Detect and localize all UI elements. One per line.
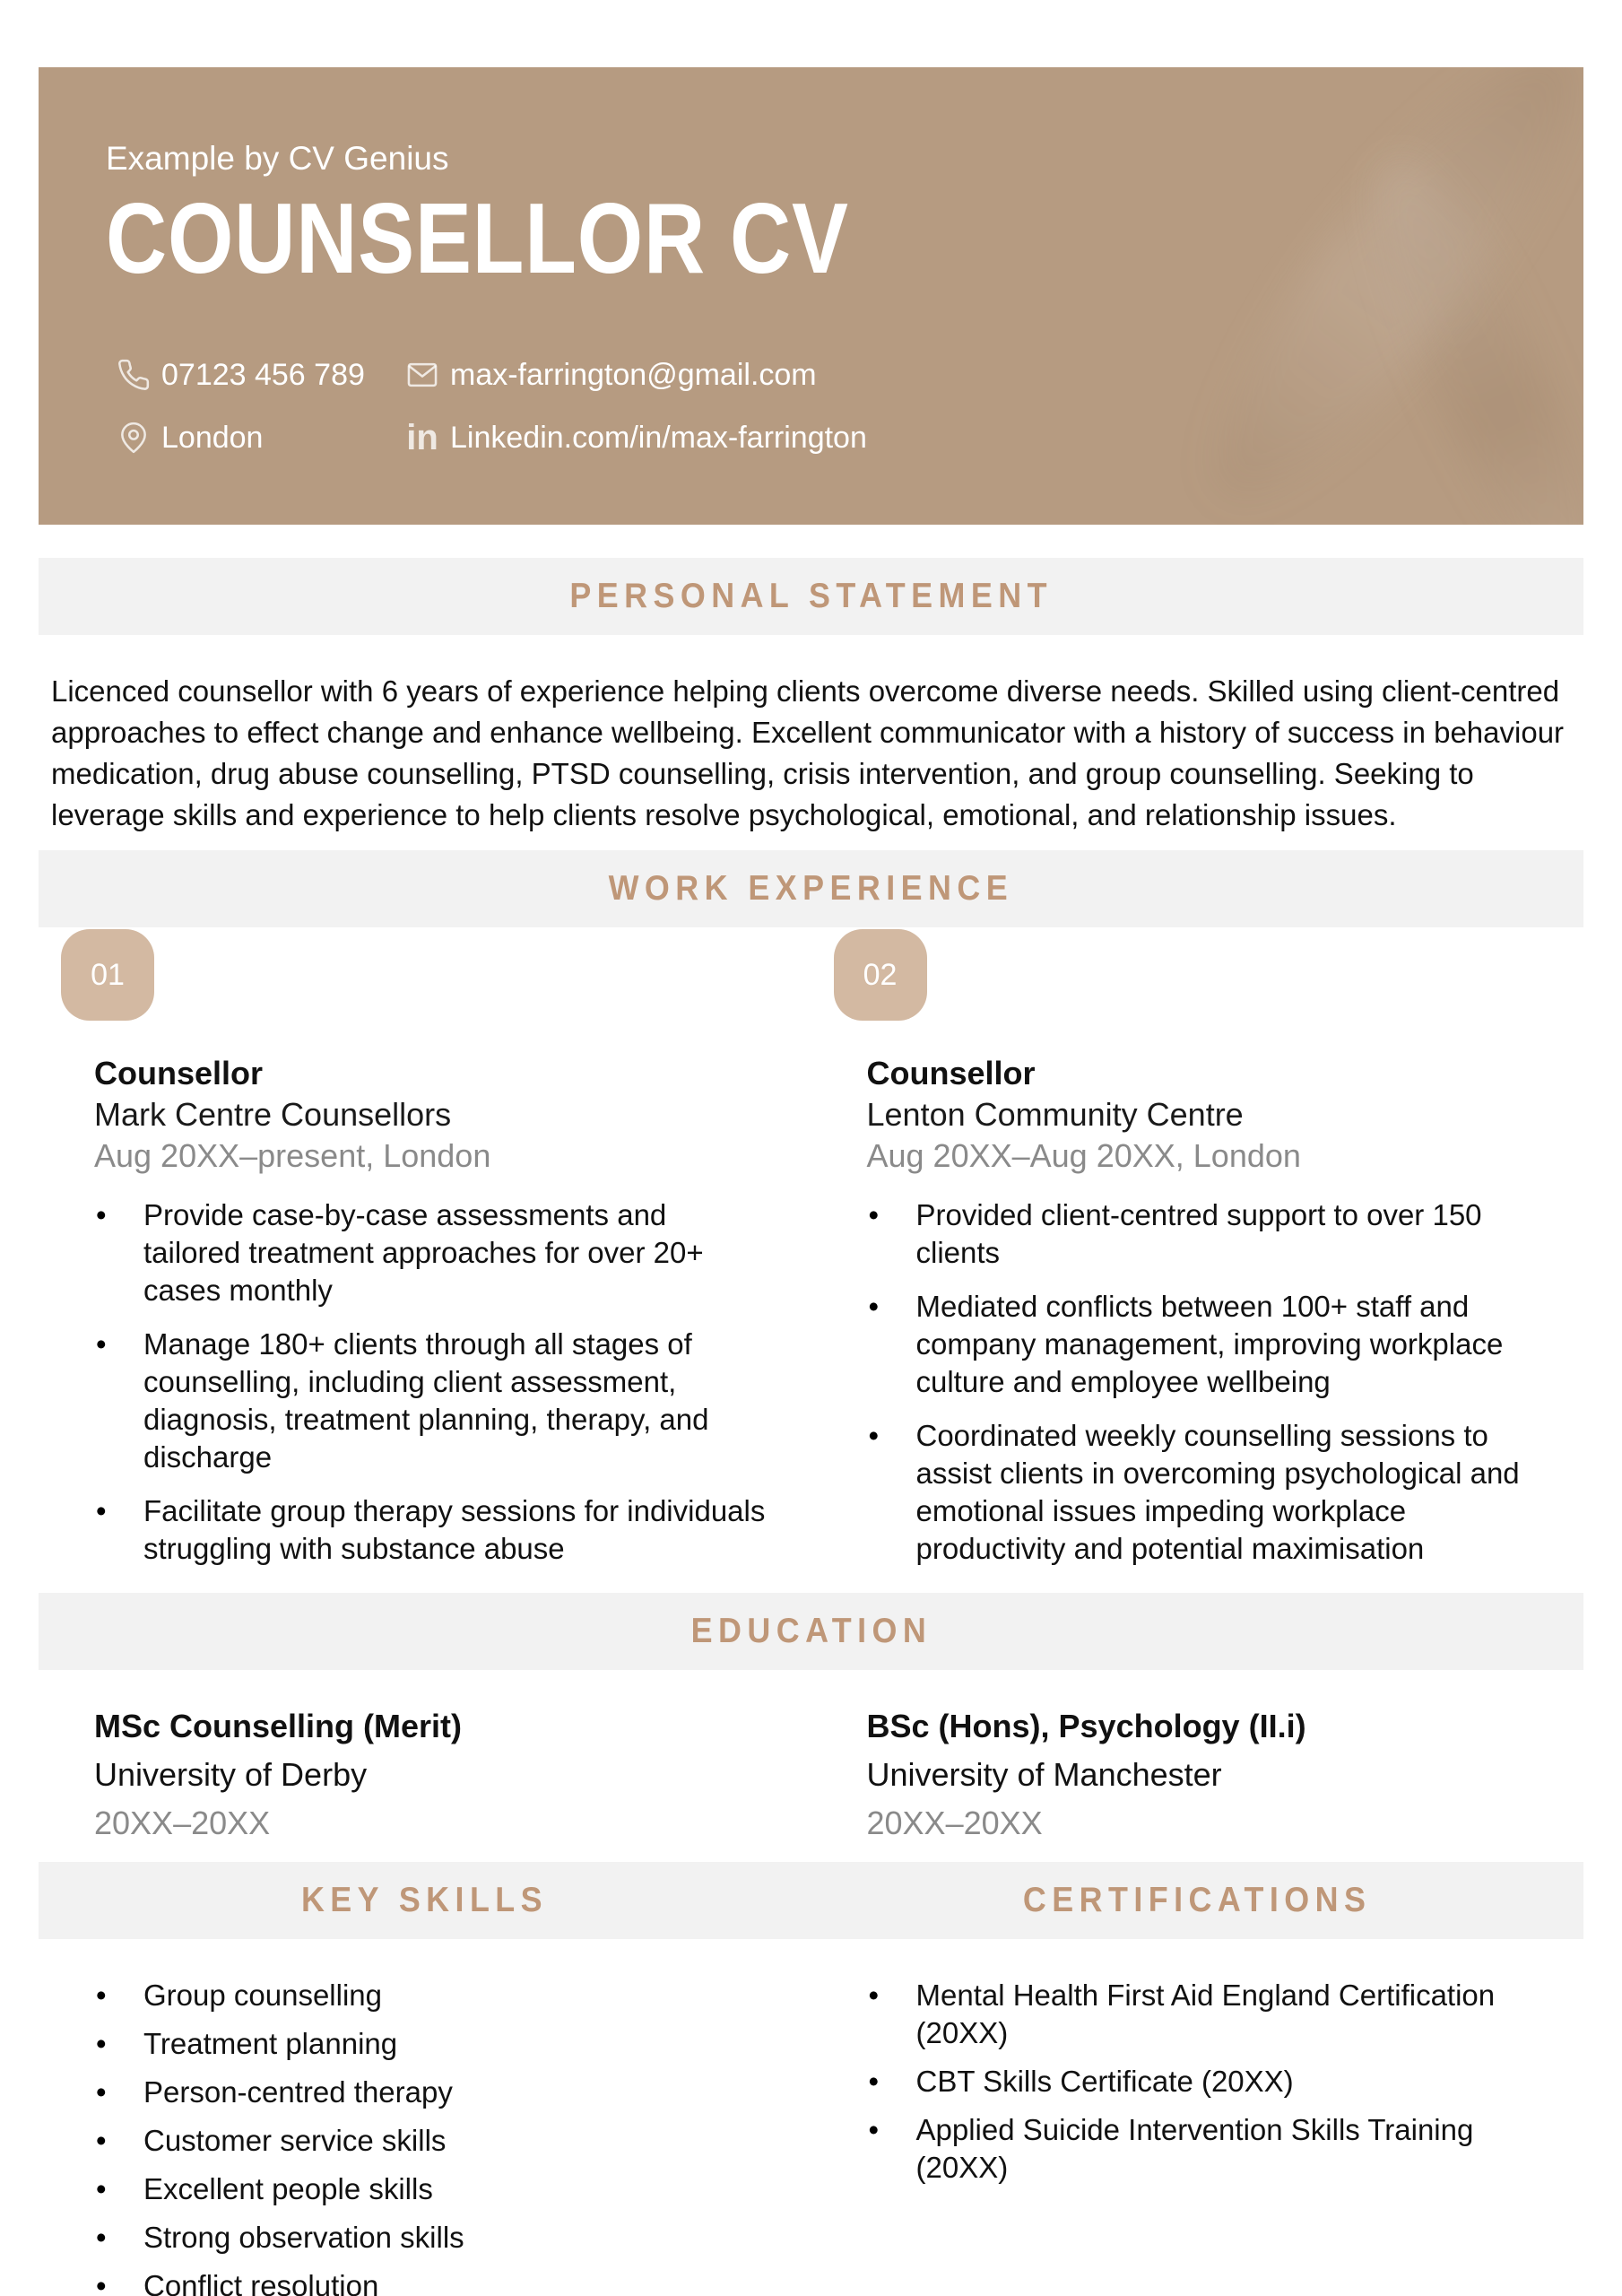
example-label: Example by CV Genius xyxy=(106,140,449,177)
certifications-heading: CERTIFICATIONS xyxy=(1023,1881,1372,1919)
job-company: Mark Centre Counsellors xyxy=(94,1096,452,1133)
skill-item: • Excellent people skills xyxy=(94,2170,771,2208)
skill-item: • Strong observation skills xyxy=(94,2219,771,2257)
job-company: Lenton Community Centre xyxy=(866,1096,1244,1133)
education-dates: 20XX–20XX xyxy=(866,1805,1043,1841)
skills-certifications-columns xyxy=(39,1977,1583,2296)
page-title: COUNSELLOR CV xyxy=(106,183,849,294)
education-item xyxy=(811,1702,1584,1848)
job-dates: Aug 20XX–Aug 20XX, London xyxy=(866,1137,1301,1174)
section-bar-work-experience xyxy=(39,850,1583,927)
skill-item: • Customer service skills xyxy=(94,2122,771,2160)
location-pin-icon xyxy=(117,421,151,455)
contact-phone xyxy=(117,358,405,392)
personal-statement-text: Licenced counsellor with 6 years of experience helping clients overcome diverse needs. Skilled using client-centred approaches to effect change and enhance wellbeing. Excellent communicator with a history of success in behaviour medication, drug abuse counselling, PTSD counselling, crisis intervention, and group counselling. Seeking to leverage skills and experience to help clients resolve psychological, emotional, and relationship issues. xyxy=(51,674,1565,831)
work-experience-heading: WORK EXPERIENCE xyxy=(608,869,1014,908)
phone-icon xyxy=(117,358,151,392)
header-decoration xyxy=(1135,67,1583,525)
skill-item: • Group counselling xyxy=(94,1977,771,2014)
linkedin-url[interactable]: Linkedin.com/in/max-farrington xyxy=(450,420,867,455)
certification-item: • Mental Health First Aid England Certification (20XX) xyxy=(867,1977,1544,2052)
certification-item: • CBT Skills Certificate (20XX) xyxy=(867,2063,1544,2100)
job-bullet: • Provided client-centred support to over 150 clients xyxy=(867,1196,1544,1272)
job-bullet: • Mediated conflicts between 100+ staff and company management, improving workplace culture and employee wellbeing xyxy=(867,1288,1544,1401)
job-card xyxy=(811,927,1584,1584)
education-heading: EDUCATION xyxy=(690,1612,932,1650)
education-item xyxy=(39,1702,811,1848)
key-skills-heading: KEY SKILLS xyxy=(301,1881,549,1919)
phone-number: 07123 456 789 xyxy=(161,357,365,392)
job-index-badge xyxy=(61,929,154,1021)
skill-item: • Person-centred therapy xyxy=(94,2074,771,2111)
job-card xyxy=(39,927,811,1584)
job-bullet: • Coordinated weekly counselling sessions to assist clients in overcoming psychological and emotional issues impeding workplace productivity and potential maximisation xyxy=(867,1417,1544,1568)
education-degree: BSc (Hons), Psychology (II.i) xyxy=(866,1708,1306,1744)
skill-item: • Conflict resolution xyxy=(94,2267,771,2296)
job-index: 02 xyxy=(863,957,898,992)
job-index-badge xyxy=(834,929,927,1021)
key-skills-list xyxy=(94,1977,811,2296)
job-index: 01 xyxy=(91,957,125,992)
contact-info xyxy=(117,358,1530,455)
personal-statement-heading: PERSONAL STATEMENT xyxy=(569,577,1053,615)
education-degree: MSc Counselling (Merit) xyxy=(94,1708,463,1744)
education-dates: 20XX–20XX xyxy=(94,1805,271,1841)
certifications-list xyxy=(867,1977,1584,2296)
job-bullet: • Provide case-by-case assessments and tailored treatment approaches for over 20+ cases monthly xyxy=(94,1196,771,1309)
education-school: University of Manchester xyxy=(866,1756,1222,1793)
job-bullet: • Facilitate group therapy sessions for individuals struggling with substance abuse xyxy=(94,1492,771,1568)
skill-item: • Treatment planning xyxy=(94,2025,771,2063)
education-columns xyxy=(39,1702,1583,1848)
certification-item: • Applied Suicide Intervention Skills Training (20XX) xyxy=(867,2111,1544,2187)
email-address[interactable]: max-farrington@gmail.com xyxy=(450,357,817,392)
mail-icon xyxy=(405,358,439,392)
job-dates: Aug 20XX–present, London xyxy=(94,1137,491,1174)
section-bar-skills-certifications xyxy=(39,1862,1583,1939)
job-bullet: • Manage 180+ clients through all stages of counselling, including client assessment, diagnosis, treatment planning, therapy, and discharge xyxy=(94,1326,771,1476)
section-bar-personal-statement xyxy=(39,558,1583,635)
contact-email xyxy=(405,358,1530,392)
linkedin-icon: in xyxy=(406,418,438,457)
job-title: Counsellor xyxy=(866,1055,1036,1091)
job-title: Counsellor xyxy=(94,1055,264,1091)
job-bullet-list xyxy=(94,1196,771,1568)
location-text: London xyxy=(161,420,264,455)
work-experience-columns xyxy=(39,927,1583,1584)
section-bar-education xyxy=(39,1593,1583,1670)
education-school: University of Derby xyxy=(94,1756,368,1793)
job-bullet-list xyxy=(867,1196,1544,1568)
contact-linkedin xyxy=(405,418,1530,457)
contact-location xyxy=(117,421,405,455)
cv-header xyxy=(39,67,1583,525)
